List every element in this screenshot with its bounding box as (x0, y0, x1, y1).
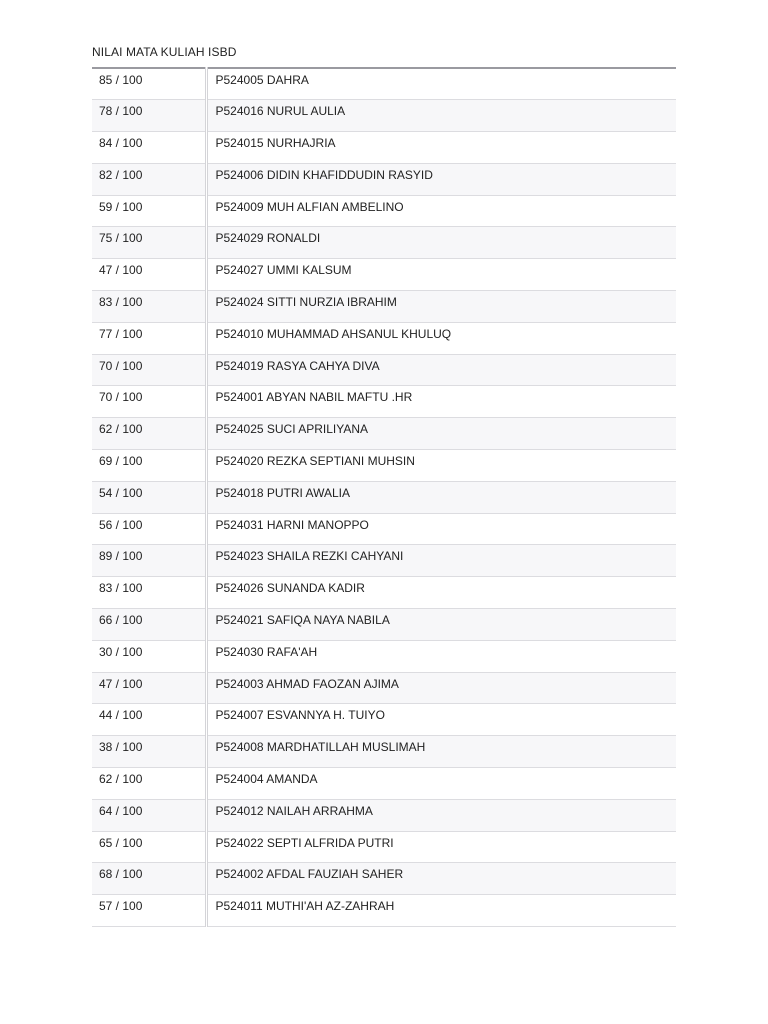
score-cell: 83 / 100 (92, 577, 206, 609)
score-cell: 69 / 100 (92, 450, 206, 482)
grades-table-body (92, 68, 676, 927)
score-cell: 85 / 100 (92, 68, 206, 100)
table-row (92, 481, 676, 513)
table-row (92, 799, 676, 831)
score-cell: 70 / 100 (92, 354, 206, 386)
table-row (92, 227, 676, 259)
score-cell: 47 / 100 (92, 259, 206, 291)
table-row (92, 545, 676, 577)
table-row (92, 577, 676, 609)
score-cell: 57 / 100 (92, 895, 206, 927)
student-cell: P524006 DIDIN KHAFIDDUDIN RASYID (206, 163, 676, 195)
table-row (92, 291, 676, 323)
student-cell: P524016 NURUL AULIA (206, 100, 676, 132)
student-cell: P524022 SEPTI ALFRIDA PUTRI (206, 831, 676, 863)
table-row (92, 322, 676, 354)
student-cell: P524024 SITTI NURZIA IBRAHIM (206, 291, 676, 323)
table-row (92, 704, 676, 736)
student-cell: P524026 SUNANDA KADIR (206, 577, 676, 609)
score-cell: 54 / 100 (92, 481, 206, 513)
student-cell: P524020 REZKA SEPTIANI MUHSIN (206, 450, 676, 482)
score-cell: 83 / 100 (92, 291, 206, 323)
table-row (92, 259, 676, 291)
student-cell: P524008 MARDHATILLAH MUSLIMAH (206, 736, 676, 768)
table-row (92, 609, 676, 641)
table-row (92, 831, 676, 863)
table-row (92, 68, 676, 100)
student-cell: P524001 ABYAN NABIL MAFTU .HR (206, 386, 676, 418)
document-page (92, 44, 676, 927)
student-cell: P524005 DAHRA (206, 68, 676, 100)
table-row (92, 354, 676, 386)
student-cell: P524019 RASYA CAHYA DIVA (206, 354, 676, 386)
student-cell: P524025 SUCI APRILIYANA (206, 418, 676, 450)
student-cell: P524011 MUTHI'AH AZ-ZAHRAH (206, 895, 676, 927)
student-cell: P524004 AMANDA (206, 768, 676, 800)
score-cell: 66 / 100 (92, 609, 206, 641)
table-row (92, 386, 676, 418)
score-cell: 30 / 100 (92, 640, 206, 672)
student-cell: P524009 MUH ALFIAN AMBELINO (206, 195, 676, 227)
table-row (92, 163, 676, 195)
table-row (92, 195, 676, 227)
score-cell: 38 / 100 (92, 736, 206, 768)
table-row (92, 100, 676, 132)
score-cell: 70 / 100 (92, 386, 206, 418)
table-row (92, 132, 676, 164)
student-cell: P524003 AHMAD FAOZAN AJIMA (206, 672, 676, 704)
score-cell: 44 / 100 (92, 704, 206, 736)
score-cell: 65 / 100 (92, 831, 206, 863)
table-row (92, 863, 676, 895)
score-cell: 59 / 100 (92, 195, 206, 227)
student-cell: P524021 SAFIQA NAYA NABILA (206, 609, 676, 641)
table-row (92, 640, 676, 672)
table-row (92, 513, 676, 545)
table-row (92, 736, 676, 768)
score-cell: 78 / 100 (92, 100, 206, 132)
student-cell: P524015 NURHAJRIA (206, 132, 676, 164)
score-cell: 84 / 100 (92, 132, 206, 164)
student-cell: P524029 RONALDI (206, 227, 676, 259)
table-row (92, 418, 676, 450)
score-cell: 47 / 100 (92, 672, 206, 704)
score-cell: 64 / 100 (92, 799, 206, 831)
table-row (92, 672, 676, 704)
student-cell: P524010 MUHAMMAD AHSANUL KHULUQ (206, 322, 676, 354)
student-cell: P524007 ESVANNYA H. TUIYO (206, 704, 676, 736)
grades-table (92, 67, 676, 927)
score-cell: 82 / 100 (92, 163, 206, 195)
score-cell: 56 / 100 (92, 513, 206, 545)
score-cell: 62 / 100 (92, 768, 206, 800)
student-cell: P524027 UMMI KALSUM (206, 259, 676, 291)
score-cell: 68 / 100 (92, 863, 206, 895)
student-cell: P524012 NAILAH ARRAHMA (206, 799, 676, 831)
student-cell: P524031 HARNI MANOPPO (206, 513, 676, 545)
student-cell: P524030 RAFA'AH (206, 640, 676, 672)
score-cell: 62 / 100 (92, 418, 206, 450)
table-row (92, 895, 676, 927)
student-cell: P524023 SHAILA REZKI CAHYANI (206, 545, 676, 577)
table-row (92, 768, 676, 800)
table-row (92, 450, 676, 482)
document-title: NILAI MATA KULIAH ISBD (92, 45, 237, 59)
student-cell: P524002 AFDAL FAUZIAH SAHER (206, 863, 676, 895)
student-cell: P524018 PUTRI AWALIA (206, 481, 676, 513)
score-cell: 77 / 100 (92, 322, 206, 354)
score-cell: 89 / 100 (92, 545, 206, 577)
score-cell: 75 / 100 (92, 227, 206, 259)
